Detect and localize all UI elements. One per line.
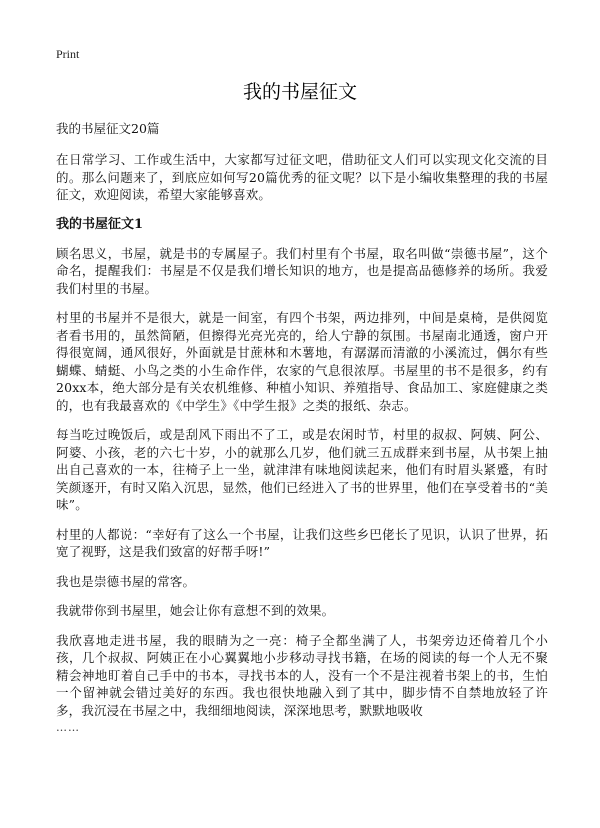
body-paragraph-7: 我欣喜地走进书屋，我的眼睛为之一亮：椅子全都坐满了人，书架旁边还倚着几个小孩，几个叔叔、阿姨正在小心翼翼地小步移动寻找书籍，在场的阅读的每一个人无不聚精会神地盯着自己手中的书本，寻找书本的人，没有一个不是注视着书架上的书，生怕一个留神就会错过美好的东西。我也很快地融入到了其中，脚步情不自禁地放轻了许多，我沉浸在书屋之中，我细细地阅读，深深地思考，默默地吸收 [56, 632, 548, 718]
article-subtitle: 我的书屋征文20篇 [56, 121, 160, 136]
print-link[interactable]: Print [56, 47, 80, 61]
body-paragraph-2: 村里的书屋并不是很大，就是一间室，有四个书架，两边排列，中间是桌椅，是供阅览者看书用的，虽然简陋，但擦得光亮光亮的，给人宁静的氛围。书屋南北通透，窗户开得很宽阔，通风很好，外面就是甘蔗林和木薯地，有潺潺而清澈的小溪流过，偶尔有些蝴蝶、蜻蜓、小鸟之类的小生命作伴，农家的气息很浓厚。书屋里的书不是很多，约有20xx本，绝大部分是有关农机维修、种植小知识、养殖指导、食品加工、家庭健康之类的，也有我最喜欢的《中学生》《中学生报》之类的报纸、杂志。 [56, 310, 548, 413]
section-heading: 我的书屋征文1 [56, 216, 144, 232]
body-paragraph-1: 顾名思义，书屋，就是书的专属屋子。我们村里有个书屋，取名叫做“崇德书屋”，这个命名，提醒我们：书屋是不仅是我们增长知识的地方，也是提高品德修养的场所。我爱我们村里的书屋。 [56, 245, 548, 296]
body-paragraph-3: 每当吃过晚饭后，或是刮风下雨出不了工，或是农闲时节，村里的叔叔、阿姨、阿公、阿婆、小孩，老的六七十岁，小的就那么几岁，他们就三五成群来到书屋，从书架上抽出自己喜欢的一本，往椅子上一坐，就津津有味地阅读起来，他们有时眉头紧蹙，有时笑颜逐开，有时又陷入沉思，显然，他们已经进入了书的世界里，他们在享受着书的“美味”。 [56, 427, 548, 512]
page-title: 我的书屋征文 [242, 81, 357, 103]
intro-paragraph: 在日常学习、工作或生活中，大家都写过征文吧，借助征文人们可以实现文化交流的目的。那么问题来了，到底应如何写20篇优秀的征文呢？以下是小编收集整理的我的书屋征文，欢迎阅读，希望大家能够喜欢。 [56, 152, 548, 202]
body-paragraph-6: 我就带你到书屋里，她会让你有意想不到的效果。 [56, 603, 335, 618]
continuation-ellipsis: …… [56, 721, 80, 734]
body-paragraph-4: 村里的人都说：“幸好有了这么一个书屋，让我们这些乡巴佬长了见识，认识了世界，拓宽了视野，这是我们致富的好帮手呀!” [56, 526, 548, 559]
body-paragraph-5: 我也是崇德书屋的常客。 [56, 573, 196, 589]
article-body [56, 120, 548, 735]
